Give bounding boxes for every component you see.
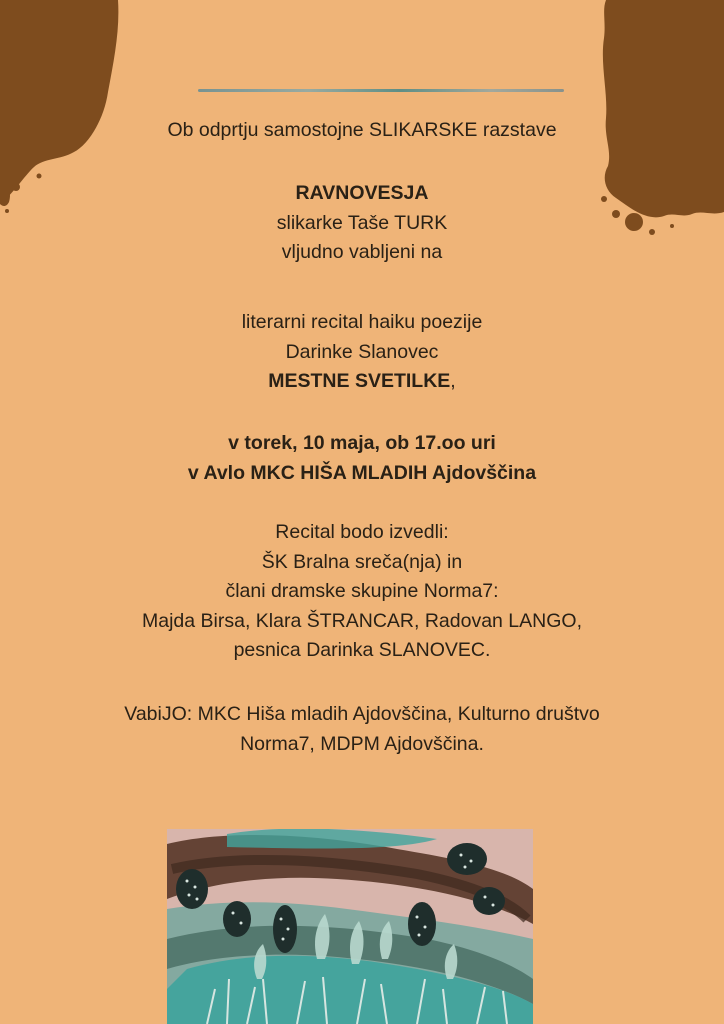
poet-line: Darinke Slanovec: [285, 340, 439, 363]
performer-line: ŠK Bralna sreča(nja) in: [261, 550, 463, 573]
organizers-block: [0, 700, 724, 759]
exhibition-block: [0, 179, 724, 268]
painting-image: [167, 829, 533, 1024]
performers-block: [0, 518, 724, 666]
intro-block: [0, 116, 724, 146]
recital-line: literarni recital haiku poezije: [241, 311, 483, 333]
date-venue-block: [0, 429, 724, 488]
recital-block: [0, 308, 724, 397]
collection-suffix: ,: [450, 370, 456, 392]
venue-line: v Avlo MKC HIŠA MLADIH Ajdovščina: [187, 461, 537, 484]
exhibition-title: RAVNOVESJA: [295, 182, 429, 204]
performer-line: Majda Birsa, Klara ŠTRANCAR, Radovan LANGO,: [142, 609, 582, 632]
invited-line: vljudno vabljeni na: [281, 241, 443, 263]
painting-artwork: [167, 829, 533, 1024]
organizers-line: Norma7, MDPM Ajdovščina.: [240, 732, 484, 755]
artist-line: slikarke Taše TURK: [276, 211, 448, 234]
performer-line: člani dramske skupine Norma7:: [225, 580, 499, 602]
performers-heading: Recital bodo izvedli:: [275, 521, 449, 543]
top-divider-line: [198, 89, 564, 92]
performer-line: pesnica Darinka SLANOVEC.: [233, 639, 491, 661]
date-line: v torek, 10 maja, ob 17.oo uri: [228, 432, 496, 454]
intro-line: Ob odprtju samostojne SLIKARSKE razstave: [167, 119, 557, 141]
collection-line: [0, 367, 724, 397]
organizers-line: VabiJO: MKC Hiša mladih Ajdovščina, Kulturno društvo: [124, 703, 600, 725]
collection-title: MESTNE SVETILKE: [268, 370, 451, 392]
